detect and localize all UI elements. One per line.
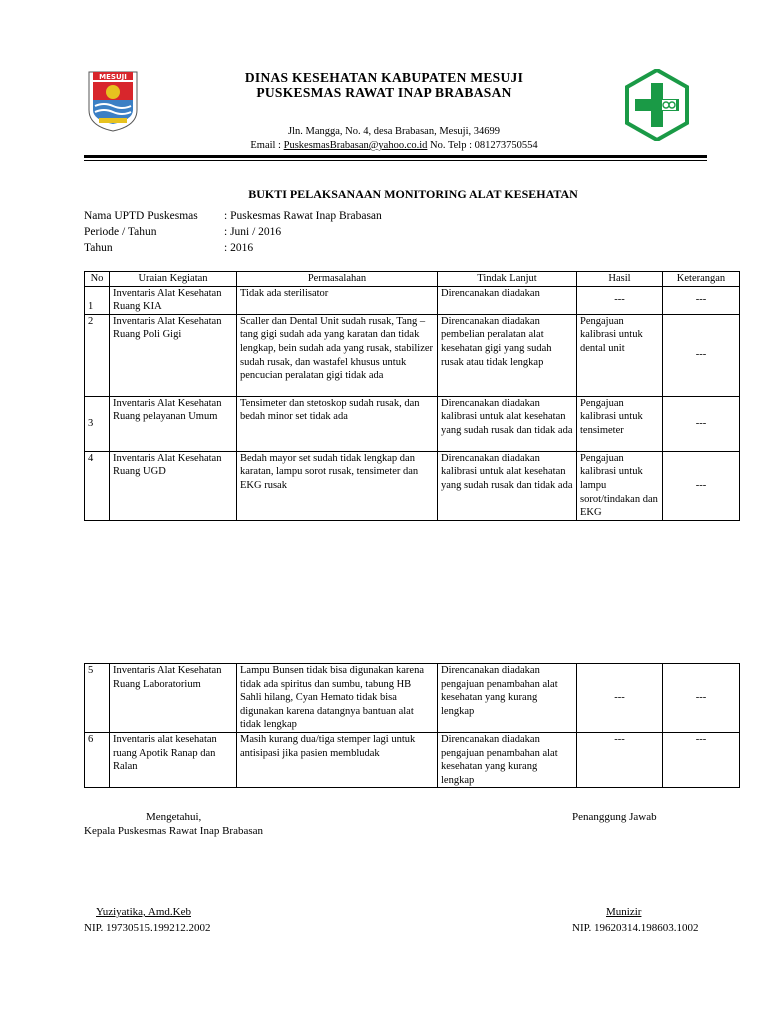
header-hasil: Hasil xyxy=(577,272,663,287)
header-rule-thin xyxy=(84,160,707,161)
cell-uraian: Inventaris Alat Kesehatan Ruang Poli Gigi xyxy=(110,314,237,396)
cell-keterangan: --- xyxy=(663,732,740,787)
monitoring-table xyxy=(84,271,740,521)
cell-tindak-lanjut: Direncanakan diadakan kalibrasi untuk alat kesehatan yang sudah rusak dan tidak ada xyxy=(438,396,577,451)
meta-label: Nama UPTD Puskesmas xyxy=(84,210,198,222)
header-uraian: Uraian Kegiatan xyxy=(110,272,237,287)
header-tindak-lanjut: Tindak Lanjut xyxy=(438,272,577,287)
meta-row xyxy=(84,242,484,258)
sign-right-name: Munizir xyxy=(606,906,642,918)
cell-uraian: Inventaris Alat Kesehatan Ruang Laboratorium xyxy=(110,664,237,733)
cell-no: 5 xyxy=(85,664,110,733)
cell-hasil: Pengajuan kalibrasi untuk lampu sorot/tindakan dan EKG xyxy=(577,451,663,520)
cell-no: 6 xyxy=(85,732,110,787)
cell-keterangan: --- xyxy=(663,286,740,314)
cell-permasalahan: Tidak ada sterilisator xyxy=(237,286,438,314)
monitoring-table-continued xyxy=(84,663,740,788)
header-no: No xyxy=(85,272,110,287)
sign-left-name: Yuziyatika, Amd.Keb xyxy=(96,906,192,918)
cell-uraian: Inventaris alat kesehatan ruang Apotik Ranap dan Ralan xyxy=(110,732,237,787)
sign-right-line1: Penanggung Jawab xyxy=(572,811,657,823)
meta-row xyxy=(84,210,484,226)
cell-permasalahan: Masih kurang dua/tiga stemper lagi untuk antisipasi jika pasien membludak xyxy=(237,732,438,787)
cell-hasil: --- xyxy=(577,664,663,733)
table-header-row xyxy=(85,272,740,287)
sign-left-nip: NIP. 19730515.199212.2002 xyxy=(84,922,211,934)
cell-no: 1 xyxy=(85,286,110,314)
meta-value: : 2016 xyxy=(224,242,254,254)
sign-left-line1: Mengetahui, xyxy=(146,811,202,823)
meta-value: : Puskesmas Rawat Inap Brabasan xyxy=(224,210,382,222)
document-title: BUKTI PELAKSANAAN MONITORING ALAT KESEHATAN xyxy=(248,187,578,201)
cell-hasil: --- xyxy=(577,286,663,314)
meta-label: Tahun xyxy=(84,242,113,254)
cell-uraian: Inventaris Alat Kesehatan Ruang pelayanan Umum xyxy=(110,396,237,451)
table-row xyxy=(85,451,740,520)
cell-tindak-lanjut: Direncanakan diadakan pengajuan penambahan alat kesehatan yang kurang lengkap xyxy=(438,732,577,787)
header-rule xyxy=(84,155,707,158)
cell-tindak-lanjut: Direncanakan diadakan pengajuan penambahan alat kesehatan yang kurang lengkap xyxy=(438,664,577,733)
table-row xyxy=(85,664,740,733)
cell-no: 2 xyxy=(85,314,110,396)
cell-no: 3 xyxy=(85,396,110,451)
cell-permasalahan: Bedah mayor set sudah tidak lengkap dan karatan, lampu sorot rusak, tensimeter dan EKG rusak xyxy=(237,451,438,520)
meta-block xyxy=(84,210,484,258)
meta-label: Periode / Tahun xyxy=(84,226,157,238)
contact-line xyxy=(0,140,768,151)
agency-name: DINAS KESEHATAN KABUPATEN MESUJI xyxy=(244,70,524,85)
table-row xyxy=(85,396,740,451)
puskesmas-name: PUSKESMAS RAWAT INAP BRABASAN xyxy=(256,85,512,100)
meta-value: : Juni / 2016 xyxy=(224,226,282,238)
cell-keterangan: --- xyxy=(663,664,740,733)
table-row xyxy=(85,732,740,787)
address-line: Jln. Mangga, No. 4, desa Brabasan, Mesuji, 34699 xyxy=(287,126,500,137)
cell-hasil: --- xyxy=(577,732,663,787)
email-label: Email : xyxy=(250,140,281,151)
sign-left-line2: Kepala Puskesmas Rawat Inap Brabasan xyxy=(84,825,264,837)
svg-text:MESUJI: MESUJI xyxy=(99,73,127,81)
cell-tindak-lanjut: Direncanakan diadakan xyxy=(438,286,577,314)
cell-hasil: Pengajuan kalibrasi untuk dental unit xyxy=(577,314,663,396)
header-permasalahan: Permasalahan xyxy=(237,272,438,287)
cell-tindak-lanjut: Direncanakan diadakan pembelian peralatan alat kesehatan gigi yang sudah rusak atau tidak lengkap xyxy=(438,314,577,396)
sign-right-nip: NIP. 19620314.198603.1002 xyxy=(572,922,699,934)
header-keterangan: Keterangan xyxy=(663,272,740,287)
cell-keterangan: --- xyxy=(663,396,740,451)
cell-tindak-lanjut: Direncanakan diadakan kalibrasi untuk alat kesehatan yang sudah rusak dan tidak ada xyxy=(438,451,577,520)
cell-keterangan: --- xyxy=(663,314,740,396)
cell-permasalahan: Scaller dan Dental Unit sudah rusak, Tang – tang gigi sudah ada yang karatan dan tidak lengkap, bein sudah ada yang rusak, stabilizer sudah rusak, dan wastafel khusus untuk pencucian peralatan gigi tidak ada xyxy=(237,314,438,396)
cell-permasalahan: Lampu Bunsen tidak bisa digunakan karena tidak ada spiritus dan sumbu, tabung HB Sahli hilang, Cyan Hemato tidak bisa digunakan karena datangnya bantuan alat tidak lengkap xyxy=(237,664,438,733)
cell-permasalahan: Tensimeter dan stetoskop sudah rusak, dan bedah minor set tidak ada xyxy=(237,396,438,451)
meta-row xyxy=(84,226,484,242)
table-row xyxy=(85,286,740,314)
cell-hasil: Pengajuan kalibrasi untuk tensimeter xyxy=(577,396,663,451)
cell-no: 4 xyxy=(85,451,110,520)
cell-keterangan: --- xyxy=(663,451,740,520)
phone-text: No. Telp : 081273750554 xyxy=(430,140,538,151)
cell-uraian: Inventaris Alat Kesehatan Ruang UGD xyxy=(110,451,237,520)
cell-uraian: Inventaris Alat Kesehatan Ruang KIA xyxy=(110,286,237,314)
table-row xyxy=(85,314,740,396)
email-link[interactable]: PuskesmasBrabasan@yahoo.co.id xyxy=(283,140,428,151)
